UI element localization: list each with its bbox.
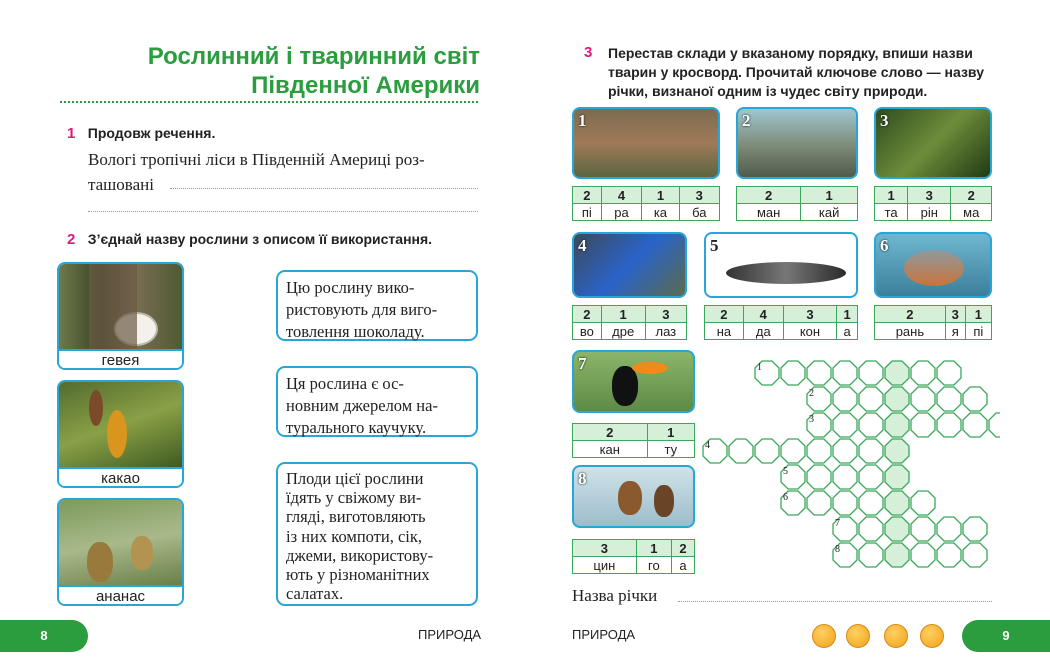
crossword-cell[interactable]	[807, 439, 831, 463]
crossword-row-number: 1	[757, 362, 762, 373]
hevea-photo	[59, 264, 182, 349]
crossword-cell[interactable]	[937, 387, 961, 411]
crossword-cell[interactable]	[833, 387, 857, 411]
crossword-key-cell[interactable]	[885, 439, 909, 463]
pineapple-photo	[59, 500, 182, 585]
page-title: Рослинний і тваринний світ Південної Америки	[147, 43, 480, 99]
crossword-cell[interactable]	[859, 387, 883, 411]
smiley-icon[interactable]	[846, 624, 870, 648]
crossword-key-cell[interactable]	[885, 361, 909, 385]
syllable-table-3: 1 3 2 та рін ма	[874, 186, 992, 221]
plant-card-pineapple[interactable]	[57, 498, 184, 606]
river-name-answer-line[interactable]	[678, 601, 992, 602]
description-line: джеми, використову-	[286, 545, 434, 565]
crossword-cell[interactable]	[963, 543, 987, 567]
crossword-cell[interactable]	[937, 517, 961, 541]
crossword-cell[interactable]	[859, 413, 883, 437]
plant-card-cocoa[interactable]	[57, 380, 184, 488]
syllable-table-7: 2 1 кан ту	[572, 423, 695, 458]
crossword-cell[interactable]	[755, 439, 779, 463]
crossword-cell[interactable]	[859, 491, 883, 515]
description-card-3[interactable]	[276, 462, 478, 606]
crossword-cell[interactable]	[911, 491, 935, 515]
animal-photo-caiman: 2	[736, 107, 858, 179]
animal-photo-capybara: 1	[572, 107, 720, 179]
cocoa-photo	[59, 382, 182, 467]
animal-photo-tamarin: 3	[874, 107, 992, 179]
sad-face-icon[interactable]	[920, 624, 944, 648]
crossword-cell[interactable]	[911, 517, 935, 541]
plant-card-hevea[interactable]	[57, 262, 184, 370]
crossword-cell[interactable]	[937, 543, 961, 567]
plant-label: гевея	[59, 349, 182, 370]
crossword-cell[interactable]	[963, 517, 987, 541]
description-line: Ця рослина є ос-	[286, 374, 404, 393]
animal-photo-poison-frog: 4	[572, 232, 687, 298]
crossword-cell[interactable]	[963, 387, 987, 411]
crossword-key-cell[interactable]	[885, 387, 909, 411]
animal-photo-toucan: 7	[572, 350, 695, 413]
task-2-header: 2 З’єднай назву рослини з описом її використання.	[67, 231, 433, 248]
plant-label: какао	[59, 467, 182, 488]
crossword-row-number: 3	[809, 414, 814, 425]
crossword-cell[interactable]	[911, 387, 935, 411]
crossword-key-cell[interactable]	[885, 413, 909, 437]
crossword-key-cell[interactable]	[885, 543, 909, 567]
crossword-cell[interactable]	[807, 465, 831, 489]
neutral-face-icon[interactable]	[884, 624, 908, 648]
river-name-label: Назва річки	[572, 586, 658, 605]
description-line: Плоди цієї рослини	[286, 469, 424, 488]
description-line: турального каучуку.	[286, 418, 427, 437]
title-divider	[60, 101, 478, 103]
animal-photo-hoatzin: 8	[572, 465, 695, 528]
crossword-key-cell[interactable]	[885, 465, 909, 489]
crossword-cell[interactable]	[833, 439, 857, 463]
syllable-table-4: 2 1 3 во дре лаз	[572, 305, 687, 340]
crossword-cell[interactable]	[781, 361, 805, 385]
answer-line[interactable]	[170, 188, 478, 189]
crossword-cell[interactable]	[859, 361, 883, 385]
task-1-text-line2: ташовані	[88, 175, 154, 194]
crossword-row-number: 5	[783, 466, 788, 477]
crossword-cell[interactable]	[729, 439, 753, 463]
description-line: ють у різноманітних	[286, 565, 430, 585]
smiley-icon[interactable]	[812, 624, 836, 648]
crossword-row-number: 6	[783, 492, 788, 503]
crossword-cell[interactable]	[911, 413, 935, 437]
task-1-text-line1: Вологі тропічні ліси в Південній Америці роз-	[88, 150, 425, 169]
page-number-left: 8	[0, 620, 88, 652]
crossword-cell[interactable]	[859, 439, 883, 463]
description-line: салатах.	[286, 584, 344, 604]
syllable-table-1: 2 4 1 3 пі ра ка ба	[572, 186, 720, 221]
crossword-cell[interactable]	[911, 361, 935, 385]
crossword-cell[interactable]	[833, 465, 857, 489]
syllable-table-2: 2 1 ман кай	[736, 186, 858, 221]
description-card-1[interactable]	[276, 270, 478, 341]
footer-subject-left: ПРИРОДА	[418, 627, 482, 642]
task-3-header: 3 Перестав склади у вказаному порядку, впиши назви тварин у кросворд. Прочитай ключове слово — назву річки, визнаної одним із чудес світу природи.	[584, 44, 994, 101]
description-line: їдять у свіжому ви-	[286, 488, 422, 508]
syllable-table-5: 2 4 3 1 на да кон а	[704, 305, 858, 340]
crossword-cell[interactable]	[989, 413, 1000, 437]
task-3-line: Перестав склади у вказаному порядку, впиши назви	[608, 45, 973, 61]
crossword-cell[interactable]	[781, 439, 805, 463]
crossword-cell[interactable]	[833, 491, 857, 515]
crossword-cell[interactable]	[859, 517, 883, 541]
crossword-cell[interactable]	[859, 543, 883, 567]
crossword-key-cell[interactable]	[885, 517, 909, 541]
description-line: Цю рослину вико-	[286, 278, 415, 297]
task-1-header: 1 Продовж речення.	[67, 125, 216, 142]
syllable-table-8: 3 1 2 цин го а	[572, 539, 695, 574]
plant-label: ананас	[59, 585, 182, 606]
crossword-key-cell[interactable]	[885, 491, 909, 515]
description-line: ристовують для виго-	[286, 300, 438, 319]
task-3-line: тварин у кросворд. Прочитай ключове слово — назву	[608, 64, 984, 80]
task-3-line: річки, визнаної одним із чудес світу природи.	[608, 83, 928, 99]
description-line: новним джерелом на-	[286, 396, 438, 415]
description-line: із них компоти, сік,	[286, 526, 423, 546]
crossword-row-number: 8	[835, 544, 840, 555]
crossword-cell[interactable]	[833, 361, 857, 385]
crossword-cell[interactable]	[859, 465, 883, 489]
syllable-table-6: 2 3 1 рань я пі	[874, 305, 992, 340]
crossword-cell[interactable]	[963, 413, 987, 437]
crossword-cell[interactable]	[807, 361, 831, 385]
crossword-cell[interactable]	[833, 413, 857, 437]
crossword-row-number: 2	[809, 388, 814, 399]
description-line: гляді, виготовляють	[286, 507, 426, 527]
answer-line[interactable]	[88, 211, 478, 212]
description-card-2[interactable]	[276, 366, 478, 437]
crossword-cell[interactable]	[937, 413, 961, 437]
animal-photo-piranha: 6	[874, 232, 992, 298]
page-number-right: 9	[962, 620, 1050, 652]
crossword-grid[interactable]	[700, 356, 1000, 578]
crossword-cell[interactable]	[937, 361, 961, 385]
crossword-row-number: 7	[835, 518, 840, 529]
crossword-cell[interactable]	[911, 543, 935, 567]
animal-photo-anaconda: 5	[704, 232, 858, 298]
description-line: товлення шоколаду.	[286, 322, 425, 341]
footer-subject-right: ПРИРОДА	[572, 627, 636, 642]
crossword-cell[interactable]	[807, 491, 831, 515]
crossword-row-number: 4	[705, 440, 710, 451]
